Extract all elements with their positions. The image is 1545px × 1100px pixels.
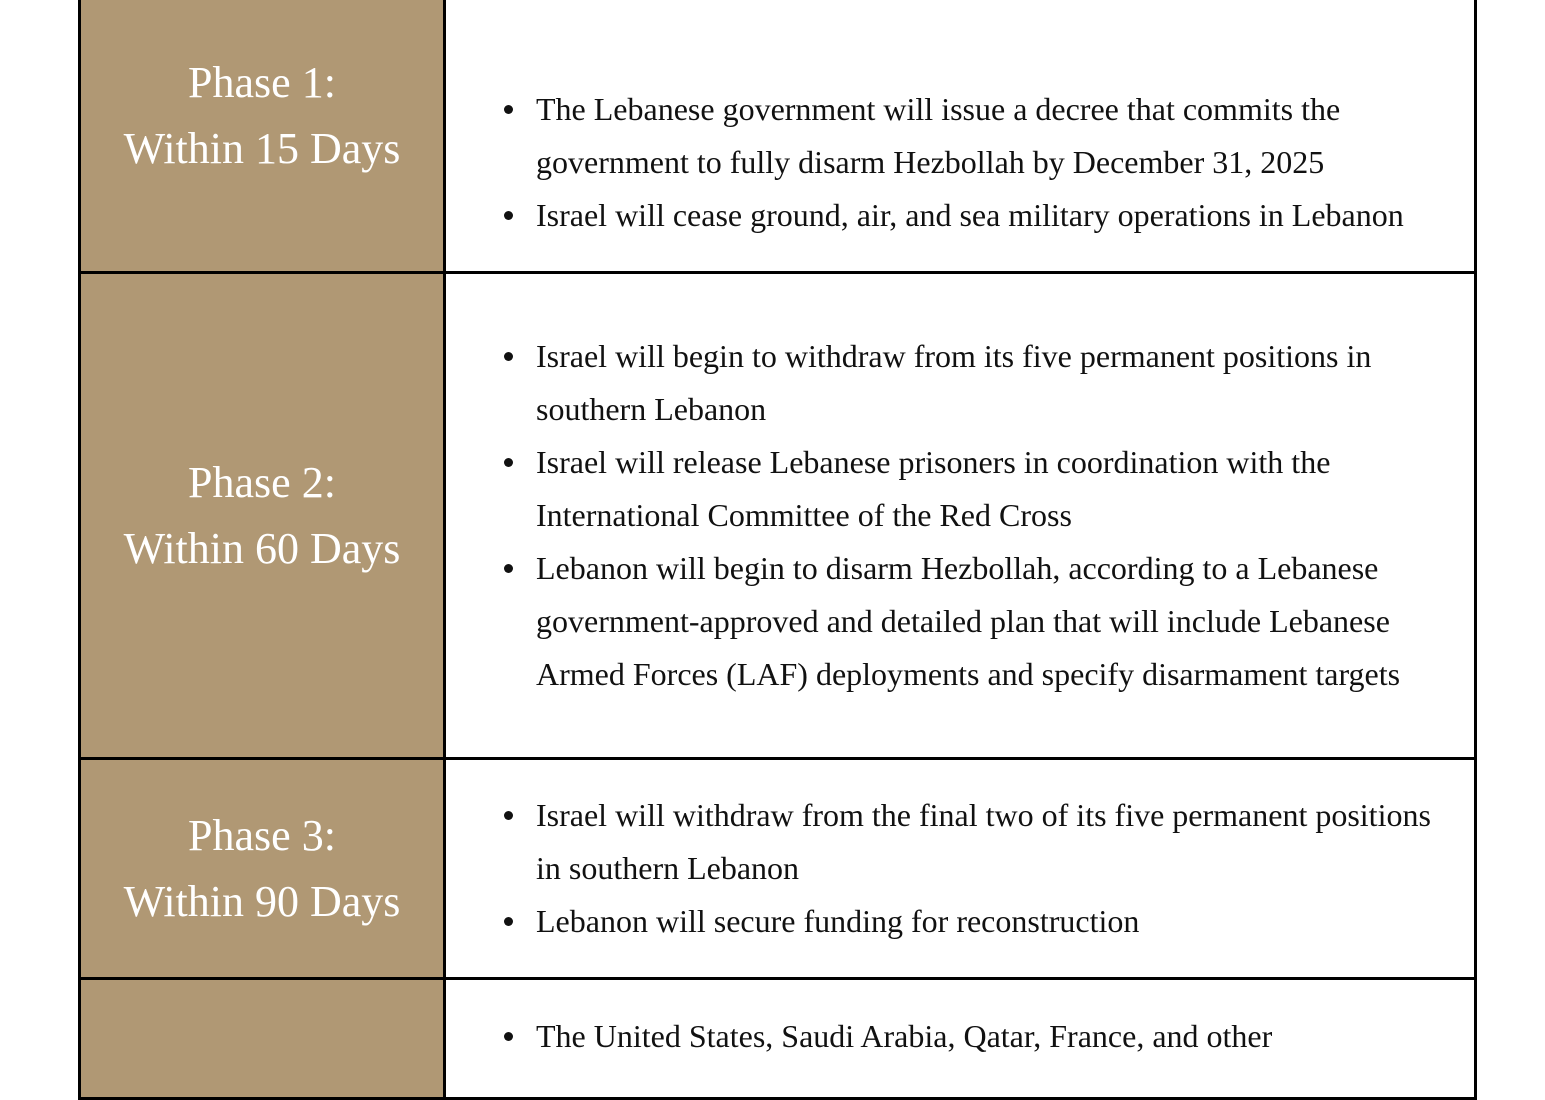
phase-bullet-list xyxy=(504,789,1454,948)
list-item-text: Lebanon will secure funding for reconstruction xyxy=(536,903,1140,939)
list-item-text: The Lebanese government will issue a decree that commits the government to fully disarm Hezbollah by December 31, 2025 xyxy=(536,91,1341,180)
list-item-text: Lebanon will begin to disarm Hezbollah, according to a Lebanese government-approved and detailed plan that will include Lebanese Armed Forces (LAF) deployments and specify disarmament targets xyxy=(536,550,1401,692)
phase-label-cell xyxy=(81,274,446,757)
bullet-dot-icon xyxy=(504,811,513,820)
bullet-dot-icon xyxy=(504,458,513,467)
bullet-dot-icon xyxy=(504,211,513,220)
phase-timeframe: Within 90 Days xyxy=(123,876,401,926)
bullet-dot-icon xyxy=(504,352,513,361)
list-item xyxy=(504,330,1454,436)
list-item xyxy=(504,789,1454,895)
bullet-dot-icon xyxy=(504,564,513,573)
list-item-text: Israel will withdraw from the final two of its five permanent positions in southern Lebanon xyxy=(536,797,1431,886)
phase-row xyxy=(81,0,1474,274)
phase-content-cell xyxy=(446,0,1474,271)
phase-timeframe: Within 60 Days xyxy=(123,523,401,573)
bullet-dot-icon xyxy=(504,917,513,926)
phase-timeframe: Within 15 Days xyxy=(123,123,401,173)
list-item xyxy=(504,83,1454,189)
list-item xyxy=(504,542,1454,701)
phase-label-cell xyxy=(81,760,446,977)
list-item-text: The United States, Saudi Arabia, Qatar, France, and other xyxy=(536,1018,1273,1054)
list-item xyxy=(504,895,1454,948)
bullet-dot-icon xyxy=(504,1032,513,1041)
list-item-text: Israel will begin to withdraw from its five permanent positions in southern Lebanon xyxy=(536,338,1372,427)
phase-label-cell xyxy=(81,0,446,271)
list-item xyxy=(504,189,1454,242)
phase-table xyxy=(78,0,1477,1100)
phase-row xyxy=(81,980,1474,1100)
phase-title: Phase 1: xyxy=(188,57,336,107)
list-item xyxy=(504,436,1454,542)
phase-row xyxy=(81,760,1474,980)
phase-title: Phase 3: xyxy=(188,810,336,860)
phase-content-cell xyxy=(446,760,1474,977)
phase-title: Phase 2: xyxy=(188,457,336,507)
phase-label-cell xyxy=(81,980,446,1097)
phase-bullet-list xyxy=(504,83,1454,242)
list-item-text: Israel will cease ground, air, and sea military operations in Lebanon xyxy=(536,197,1404,233)
bullet-dot-icon xyxy=(504,105,513,114)
phase-content-cell xyxy=(446,980,1474,1097)
phase-bullet-list xyxy=(504,330,1454,701)
list-item-text: Israel will release Lebanese prisoners in coordination with the International Committee of the Red Cross xyxy=(536,444,1331,533)
phase-content-cell xyxy=(446,274,1474,757)
list-item xyxy=(504,1010,1454,1063)
phase-row xyxy=(81,274,1474,760)
phase-bullet-list xyxy=(504,1010,1454,1063)
